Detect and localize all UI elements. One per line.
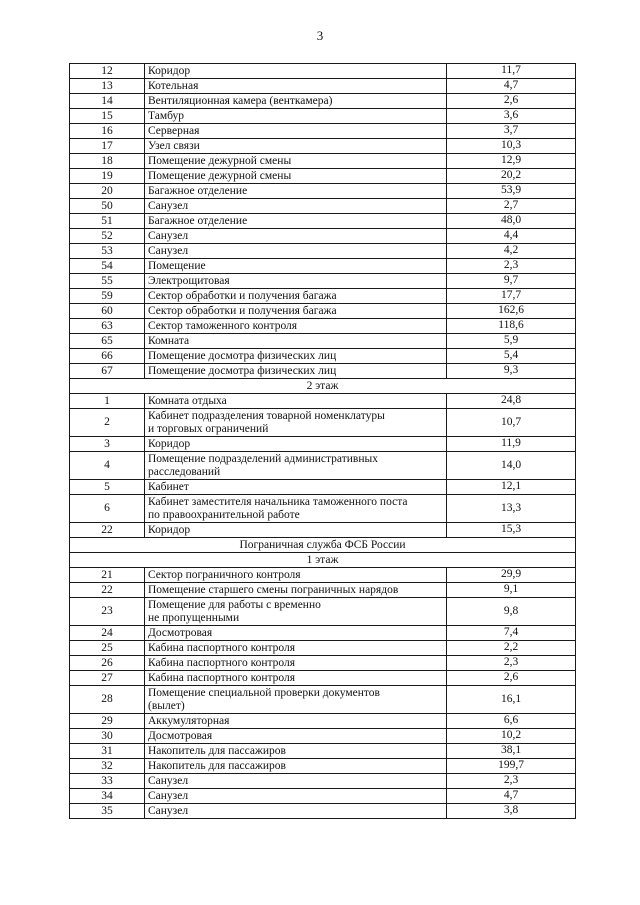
room-area: 2,3	[447, 656, 576, 671]
table-row	[70, 124, 576, 139]
room-name: Помещение досмотра физических лиц	[145, 349, 447, 364]
room-name: Серверная	[145, 124, 447, 139]
room-name: Санузел	[145, 244, 447, 259]
room-area: 9,3	[447, 364, 576, 379]
room-number: 28	[70, 686, 145, 714]
room-area: 5,4	[447, 349, 576, 364]
room-area: 29,9	[447, 568, 576, 583]
room-area: 2,7	[447, 199, 576, 214]
room-number: 17	[70, 139, 145, 154]
room-name: Помещение досмотра физических лиц	[145, 364, 447, 379]
table-row	[70, 656, 576, 671]
room-area: 13,3	[447, 495, 576, 523]
room-name: Багажное отделение	[145, 184, 447, 199]
room-area: 162,6	[447, 304, 576, 319]
table-row	[70, 229, 576, 244]
room-number: 32	[70, 759, 145, 774]
table-row	[70, 686, 576, 714]
room-number: 53	[70, 244, 145, 259]
table-row	[70, 759, 576, 774]
table-row	[70, 583, 576, 598]
table-row	[70, 184, 576, 199]
room-number: 65	[70, 334, 145, 349]
room-number: 20	[70, 184, 145, 199]
room-number: 30	[70, 729, 145, 744]
table-row	[70, 671, 576, 686]
room-number: 15	[70, 109, 145, 124]
room-number: 67	[70, 364, 145, 379]
room-number: 18	[70, 154, 145, 169]
section-header-row	[70, 538, 576, 553]
room-area: 2,2	[447, 641, 576, 656]
room-number: 2	[70, 409, 145, 437]
room-name: Тамбур	[145, 109, 447, 124]
room-area: 4,4	[447, 229, 576, 244]
table-row	[70, 334, 576, 349]
table-row	[70, 714, 576, 729]
room-name: Накопитель для пассажиров	[145, 744, 447, 759]
section-label: 1 этаж	[70, 553, 576, 568]
table-row	[70, 319, 576, 334]
room-area: 15,3	[447, 523, 576, 538]
room-area: 16,1	[447, 686, 576, 714]
room-number: 19	[70, 169, 145, 184]
room-area: 4,7	[447, 79, 576, 94]
table-row	[70, 452, 576, 480]
table-row	[70, 626, 576, 641]
table-row	[70, 139, 576, 154]
table-row	[70, 804, 576, 819]
room-name: Кабина паспортного контроля	[145, 641, 447, 656]
room-name: Санузел	[145, 774, 447, 789]
room-area: 38,1	[447, 744, 576, 759]
room-number: 66	[70, 349, 145, 364]
room-area: 48,0	[447, 214, 576, 229]
room-number: 35	[70, 804, 145, 819]
room-name: Комната	[145, 334, 447, 349]
room-area: 17,7	[447, 289, 576, 304]
room-area: 53,9	[447, 184, 576, 199]
room-name: Коридор	[145, 64, 447, 79]
room-number: 33	[70, 774, 145, 789]
room-number: 22	[70, 583, 145, 598]
room-number: 63	[70, 319, 145, 334]
room-area: 2,6	[447, 671, 576, 686]
room-number: 59	[70, 289, 145, 304]
room-name: Котельная	[145, 79, 447, 94]
room-area: 2,3	[447, 774, 576, 789]
room-number: 27	[70, 671, 145, 686]
room-name: Санузел	[145, 199, 447, 214]
rooms-table-body	[70, 64, 576, 819]
room-name: Помещение	[145, 259, 447, 274]
room-name: Накопитель для пассажиров	[145, 759, 447, 774]
room-number: 26	[70, 656, 145, 671]
section-header-row	[70, 553, 576, 568]
room-number: 12	[70, 64, 145, 79]
table-row	[70, 729, 576, 744]
table-row	[70, 641, 576, 656]
room-area: 11,9	[447, 437, 576, 452]
room-area: 4,2	[447, 244, 576, 259]
table-row	[70, 480, 576, 495]
room-area: 3,6	[447, 109, 576, 124]
room-number: 22	[70, 523, 145, 538]
room-area: 9,1	[447, 583, 576, 598]
table-row	[70, 774, 576, 789]
room-number: 29	[70, 714, 145, 729]
room-area: 9,8	[447, 598, 576, 626]
room-area: 12,1	[447, 480, 576, 495]
room-area: 4,7	[447, 789, 576, 804]
table-row	[70, 568, 576, 583]
room-number: 21	[70, 568, 145, 583]
room-name: Коридор	[145, 523, 447, 538]
table-row	[70, 214, 576, 229]
room-name: Кабинет заместителя начальника таможенного поста по правоохранительной работе	[145, 495, 447, 523]
table-row	[70, 495, 576, 523]
room-name: Санузел	[145, 804, 447, 819]
table-row	[70, 394, 576, 409]
rooms-table	[69, 63, 576, 819]
table-row	[70, 598, 576, 626]
room-name: Санузел	[145, 789, 447, 804]
section-label: 2 этаж	[70, 379, 576, 394]
room-number: 1	[70, 394, 145, 409]
room-area: 10,7	[447, 409, 576, 437]
room-area: 20,2	[447, 169, 576, 184]
room-name: Узел связи	[145, 139, 447, 154]
room-area: 6,6	[447, 714, 576, 729]
room-name: Коридор	[145, 437, 447, 452]
room-number: 4	[70, 452, 145, 480]
section-label: Пограничная служба ФСБ России	[70, 538, 576, 553]
room-name: Досмотровая	[145, 729, 447, 744]
room-area: 5,9	[447, 334, 576, 349]
room-number: 55	[70, 274, 145, 289]
room-name: Помещение дежурной смены	[145, 154, 447, 169]
room-name: Помещение специальной проверки документов (вылет)	[145, 686, 447, 714]
table-row	[70, 437, 576, 452]
room-name: Помещение подразделений административных расследований	[145, 452, 447, 480]
room-name: Багажное отделение	[145, 214, 447, 229]
room-area: 3,7	[447, 124, 576, 139]
room-number: 54	[70, 259, 145, 274]
table-row	[70, 154, 576, 169]
room-area: 2,3	[447, 259, 576, 274]
room-name: Кабина паспортного контроля	[145, 671, 447, 686]
room-area: 10,2	[447, 729, 576, 744]
room-number: 13	[70, 79, 145, 94]
table-row	[70, 349, 576, 364]
table-row	[70, 259, 576, 274]
table-row	[70, 199, 576, 214]
room-number: 34	[70, 789, 145, 804]
table-row	[70, 304, 576, 319]
table-row	[70, 274, 576, 289]
room-number: 14	[70, 94, 145, 109]
room-area: 24,8	[447, 394, 576, 409]
room-number: 52	[70, 229, 145, 244]
room-name: Аккумуляторная	[145, 714, 447, 729]
room-area: 7,4	[447, 626, 576, 641]
table-row	[70, 109, 576, 124]
table-row	[70, 744, 576, 759]
room-area: 118,6	[447, 319, 576, 334]
table-row	[70, 289, 576, 304]
room-area: 14,0	[447, 452, 576, 480]
room-name: Электрощитовая	[145, 274, 447, 289]
room-area: 10,3	[447, 139, 576, 154]
room-name: Сектор таможенного контроля	[145, 319, 447, 334]
room-name: Помещение старшего смены пограничных нарядов	[145, 583, 447, 598]
room-name: Кабинет	[145, 480, 447, 495]
table-row	[70, 169, 576, 184]
table-row	[70, 94, 576, 109]
table-row	[70, 789, 576, 804]
room-number: 24	[70, 626, 145, 641]
room-number: 6	[70, 495, 145, 523]
room-number: 3	[70, 437, 145, 452]
table-row	[70, 523, 576, 538]
table-row	[70, 364, 576, 379]
room-area: 12,9	[447, 154, 576, 169]
room-name: Помещение для работы с временно не пропущенными	[145, 598, 447, 626]
room-area: 9,7	[447, 274, 576, 289]
room-name: Санузел	[145, 229, 447, 244]
table-row	[70, 64, 576, 79]
room-area: 3,8	[447, 804, 576, 819]
table-row	[70, 244, 576, 259]
page-number: 3	[316, 28, 324, 43]
room-number: 23	[70, 598, 145, 626]
room-number: 31	[70, 744, 145, 759]
room-number: 60	[70, 304, 145, 319]
room-name: Кабинет подразделения товарной номенклатуры и торговых ограничений	[145, 409, 447, 437]
room-area: 11,7	[447, 64, 576, 79]
room-number: 51	[70, 214, 145, 229]
table-row	[70, 79, 576, 94]
room-name: Кабина паспортного контроля	[145, 656, 447, 671]
room-number: 25	[70, 641, 145, 656]
room-area: 199,7	[447, 759, 576, 774]
room-name: Комната отдыха	[145, 394, 447, 409]
room-area: 2,6	[447, 94, 576, 109]
room-name: Досмотровая	[145, 626, 447, 641]
room-name: Помещение дежурной смены	[145, 169, 447, 184]
section-header-row	[70, 379, 576, 394]
room-number: 50	[70, 199, 145, 214]
room-number: 16	[70, 124, 145, 139]
table-row	[70, 409, 576, 437]
room-number: 5	[70, 480, 145, 495]
room-name: Вентиляционная камера (венткамера)	[145, 94, 447, 109]
room-name: Сектор обработки и получения багажа	[145, 304, 447, 319]
room-name: Сектор пограничного контроля	[145, 568, 447, 583]
room-name: Сектор обработки и получения багажа	[145, 289, 447, 304]
